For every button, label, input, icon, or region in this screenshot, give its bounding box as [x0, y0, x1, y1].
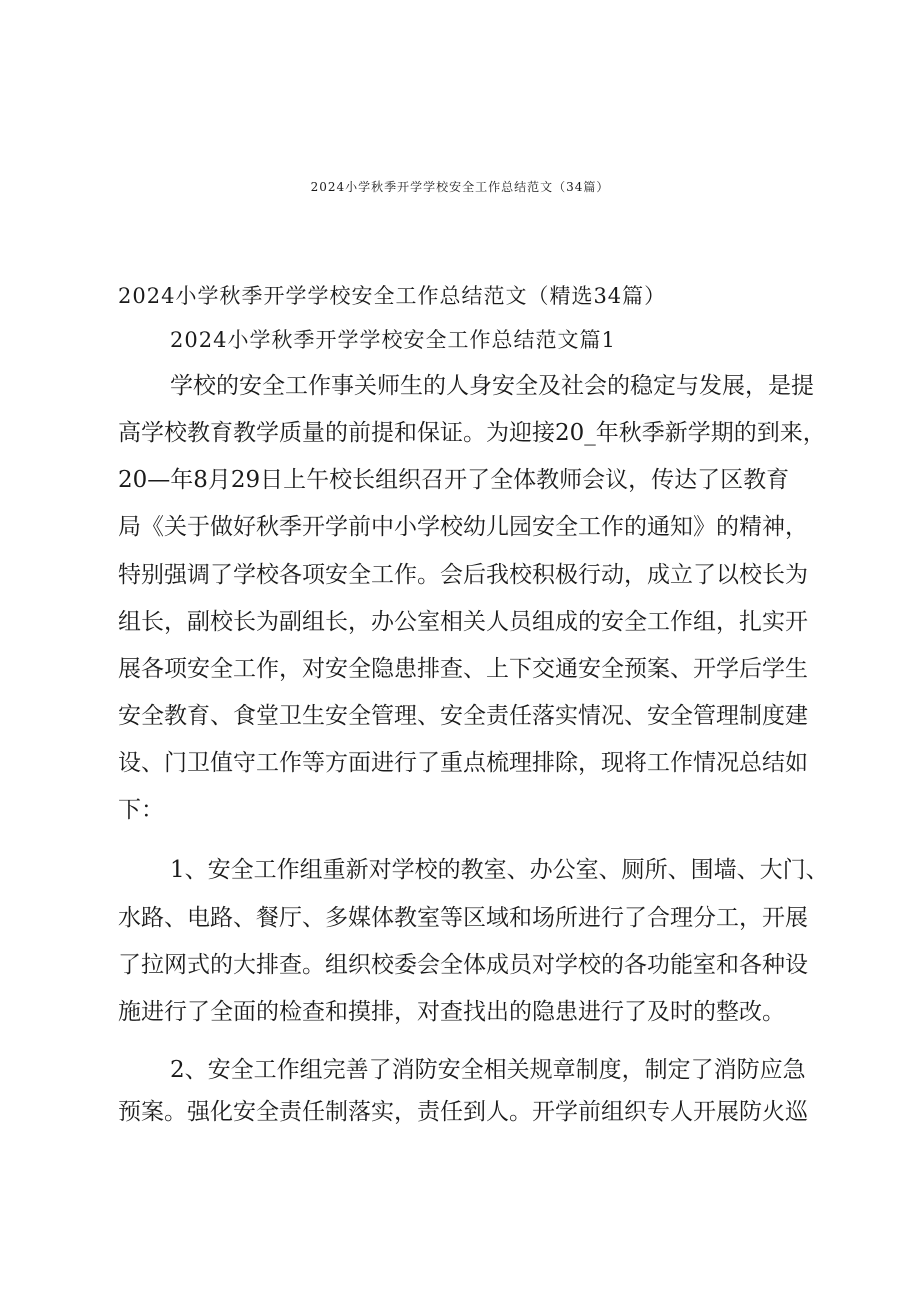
- paragraph-line: 设、门卫值守工作等方面进行了重点梳理排除，现将工作情况总结如: [118, 750, 808, 776]
- paragraph-line: 施进行了全面的检查和摸排，对查找出的隐患进行了及时的整改。: [118, 999, 785, 1025]
- paragraph-line: 1、安全工作组重新对学校的教室、办公室、厕所、围墙、大门、: [170, 857, 829, 883]
- paragraph-line: 了拉网式的大排查。组织校委会全体成员对学校的各功能室和各种设: [118, 952, 808, 978]
- paragraph-line: 特别强调了学校各项安全工作。会后我校积极行动，成立了以校长为: [118, 562, 808, 588]
- paragraph-line: 高学校教育教学质量的前提和保证。为迎接20_年秋季新学期的到来，: [118, 420, 826, 446]
- document-subtitle: 2024小学秋季开学学校安全工作总结范文（精选34篇）: [118, 284, 667, 308]
- paragraph-line: 组长，副校长为副组长，办公室相关人员组成的安全工作组，扎实开: [118, 609, 808, 635]
- paragraph-line: 安全教育、食堂卫生安全管理、安全责任落实情况、安全管理制度建: [118, 703, 808, 729]
- paragraph-line: 下：: [118, 797, 164, 823]
- paragraph-line: 学校的安全工作事关师生的人身安全及社会的稳定与发展，是提: [170, 373, 814, 399]
- paragraph-line: 展各项安全工作，对安全隐患排查、上下交通安全预案、开学后学生: [118, 656, 808, 682]
- paragraph-line: 20—年8月29日上午校长组织召开了全体教师会议，传达了区教育: [118, 467, 790, 493]
- paragraph-line: 局《关于做好秋季开学前中小学校幼儿园安全工作的通知》的精神，: [118, 514, 808, 540]
- paragraph-line: 2、安全工作组完善了消防安全相关规章制度，制定了消防应急: [170, 1057, 806, 1083]
- document-title: 2024小学秋季开学学校安全工作总结范文（34篇）: [310, 180, 610, 194]
- section-heading: 2024小学秋季开学学校安全工作总结范文篇1: [170, 328, 616, 352]
- paragraph-line: 水路、电路、餐厅、多媒体教室等区域和场所进行了合理分工，开展: [118, 905, 808, 931]
- paragraph-line: 预案。强化安全责任制落实，责任到人。开学前组织专人开展防火巡: [118, 1099, 808, 1125]
